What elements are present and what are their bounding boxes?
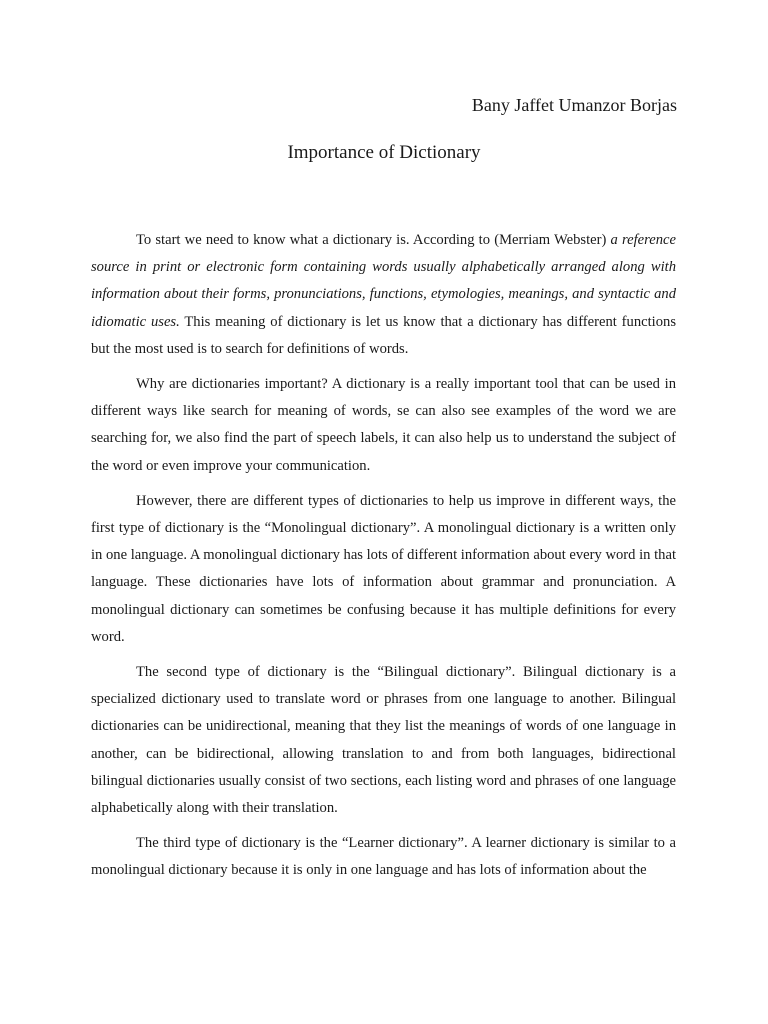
paragraph-rest: This meaning of dictionary is let us know that a dictionary has different functions but the most used is to search for definitions of words. (91, 313, 676, 357)
document-title: Importance of Dictionary (287, 142, 481, 163)
paragraph-definition (91, 227, 676, 363)
paragraph-monolingual: However, there are different types of dictionaries to help us improve in different ways, the first type of dictionary is the “Monolingual dictionary”. A monolingual dictionary is a written only in one language. A monolingual dictionary has lots of different information about every word in that language. These dictionaries have lots of information about grammar and pronunciation. A monolingual dictionary can sometimes be confusing because it has multiple definitions for every word. (91, 492, 676, 645)
paragraph-learner: The third type of dictionary is the “Learner dictionary”. A learner dictionary is similar to a monolingual dictionary because it is only in one language and has lots of information about the (91, 835, 676, 879)
paragraph-importance: Why are dictionaries important? A dictionary is a really important tool that can be used in different ways like search for meaning of words, se can also see examples of the word we are searching for, we also find the part of speech labels, it can also help us to understand the subject of the word or even improve your communication. (91, 376, 676, 474)
document-body (91, 227, 676, 893)
author-name: Bany Jaffet Umanzor Borjas (471, 95, 677, 115)
paragraph-intro: To start we need to know what a dictionary is. According to (Merriam Webster) (136, 232, 611, 248)
dictionary-definition-quote: a reference source in print or electronic form containing words usually alphabetically arranged along with information about their forms, pronunciations, functions, etymologies, meanings, and syntactic and idiomatic uses. (91, 232, 676, 330)
paragraph-bilingual: The second type of dictionary is the “Bilingual dictionary”. Bilingual dictionary is a specialized dictionary used to translate word or phrases from one language to another. Bilingual dictionaries can be unidirectional, meaning that they list the meanings of words of one language in another, can be bidirectional, allowing translation to and from both languages, bidirectional bilingual dictionaries usually consist of two sections, each listing word and phrases of one language alphabetically along with their translation. (91, 664, 676, 817)
